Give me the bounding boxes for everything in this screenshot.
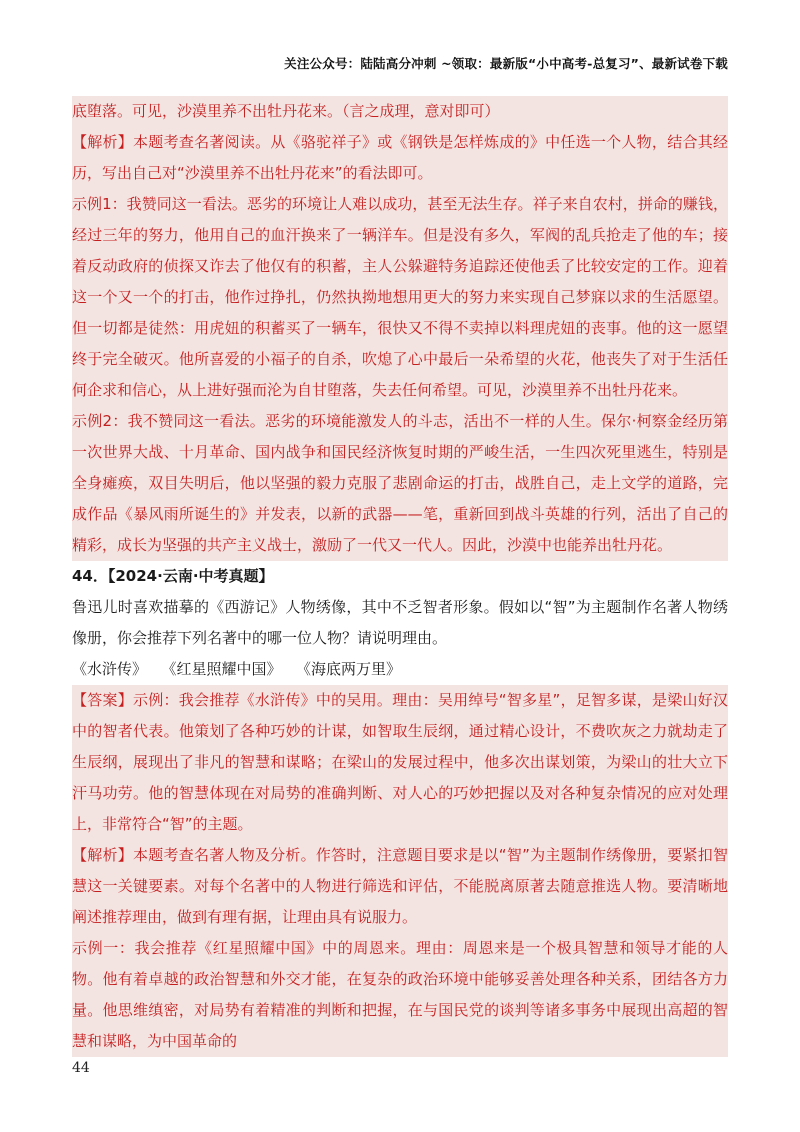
analysis-text: 本题考查名著人物及分析。作答时，注意题目要求是以“智”为主题制作绣像册，要紧扣智慧这一关键要素。对每个名著中的人物进行筛选和评估，不能脱离原著去随意推选人物。要清晰地阐述推荐理由，做到有理有据，让理由具有说服力。 [72,846,728,926]
page-header: 关注公众号：陆陆高分冲刺 ~领取：最新版“小中高考-总复习”、最新试卷下载 [284,56,728,71]
answer-paragraph [72,685,728,840]
question-heading [72,561,728,592]
page-number: 44 [72,1060,90,1076]
analysis-paragraph [72,840,728,933]
question-text: 鲁迅儿时喜欢描摹的《西游记》人物绣像，其中不乏智者形象。假如以“智”为主题制作名著人物绣像册，你会推荐下列名著中的哪一位人物？请说明理由。 [72,598,728,647]
example-2-paragraph: 示例2：我不赞同这一看法。恶劣的环境能激发人的斗志，活出不一样的人生。保尔·柯察金经历第一次世界大战、十月革命、国内战争和国民经济恢复时期的严峻生活，一生四次死里逃生，特别是全身瘫痪，双目失明后，他以坚强的毅力克服了悲剧命运的打击，战胜自己，走上文学的道路，完成作品《暴风雨所诞生的》并发表，以新的武器——笔，重新回到战斗英雄的行列，活出了自己的精彩，成长为坚强的共产主义战士，激励了一代又一代人。因此，沙漠中也能养出牡丹花。 [72,406,728,561]
question-source: 【2024·云南·中考真题】 [107,567,274,585]
analysis-paragraph [72,127,728,189]
analysis-tag: 【解析】 [72,133,134,151]
example-1-paragraph: 示例一：我会推荐《红星照耀中国》中的周恩来。理由：周恩来是一个极具智慧和领导才能的人物。他有着卓越的政治智慧和外交才能，在复杂的政治环境中能够妥善处理各种关系，团结各方力量。他思维缜密，对局势有着精准的判断和把握，在与国民党的谈判等诸多事务中展现出高超的智慧和谋略，为中国革命的 [72,933,728,1057]
book-options [72,654,728,685]
analysis-text: 本题考查名著阅读。从《骆驼祥子》或《钢铁是怎样炼成的》中任选一个人物，结合其经历，写出自己对“沙漠里养不出牡丹花来”的看法即可。 [72,133,728,182]
document-body [72,96,728,1057]
answer-block-43 [72,96,728,561]
answer-continuation: 底堕落。可见，沙漠里养不出牡丹花来。（言之成理，意对即可） [72,96,728,127]
example-1-paragraph: 示例1：我赞同这一看法。恶劣的环境让人难以成功，甚至无法生存。祥子来自农村，拼命的赚钱，经过三年的努力，他用自己的血汗换来了一辆洋车。但是没有多久，军阀的乱兵抢走了他的车；接着反动政府的侦探又诈去了他仅有的积蓄，主人公躲避特务追踪还使他丢了比较安定的工作。迎着这一个又一个的打击，他作过挣扎，仍然执拗地想用更大的努力来实现自己梦寐以求的生活愿望。但一切都是徒然：用虎妞的积蓄买了一辆车，很快又不得不卖掉以料理虎妞的丧事。他的这一愿望终于完全破灭。他所喜爱的小福子的自杀，吹熄了心中最后一朵希望的火花，他丧失了对于生活任何企求和信心，从上进好强而沦为自甘堕落，失去任何希望。可见，沙漠里养不出牡丹花来。 [72,189,728,406]
book-option: 《海底两万里》 [303,660,402,678]
answer-text: 示例：我会推荐《水浒传》中的吴用。理由：吴用绰号“智多星”，足智多谋，是梁山好汉中的智者代表。他策划了各种巧妙的计谋，如智取生辰纲，通过精心设计，不费吹灰之力就劫走了生辰纲，展现出了非凡的智慧和谋略；在梁山的发展过程中，他多次出谋划策，为梁山的壮大立下汗马功劳。他的智慧体现在对局势的准确判断、对人心的巧妙把握以及对各种复杂情况的应对处理上，非常符合“智”的主题。 [72,691,728,833]
book-option: 《红星照耀中国》 [169,660,282,678]
answer-block-44 [72,685,728,1057]
analysis-tag: 【解析】 [72,846,133,864]
question-44 [72,561,728,685]
book-option: 《水浒传》 [72,660,148,678]
answer-tag: 【答案】 [72,691,133,709]
question-number: 44． [72,567,108,585]
